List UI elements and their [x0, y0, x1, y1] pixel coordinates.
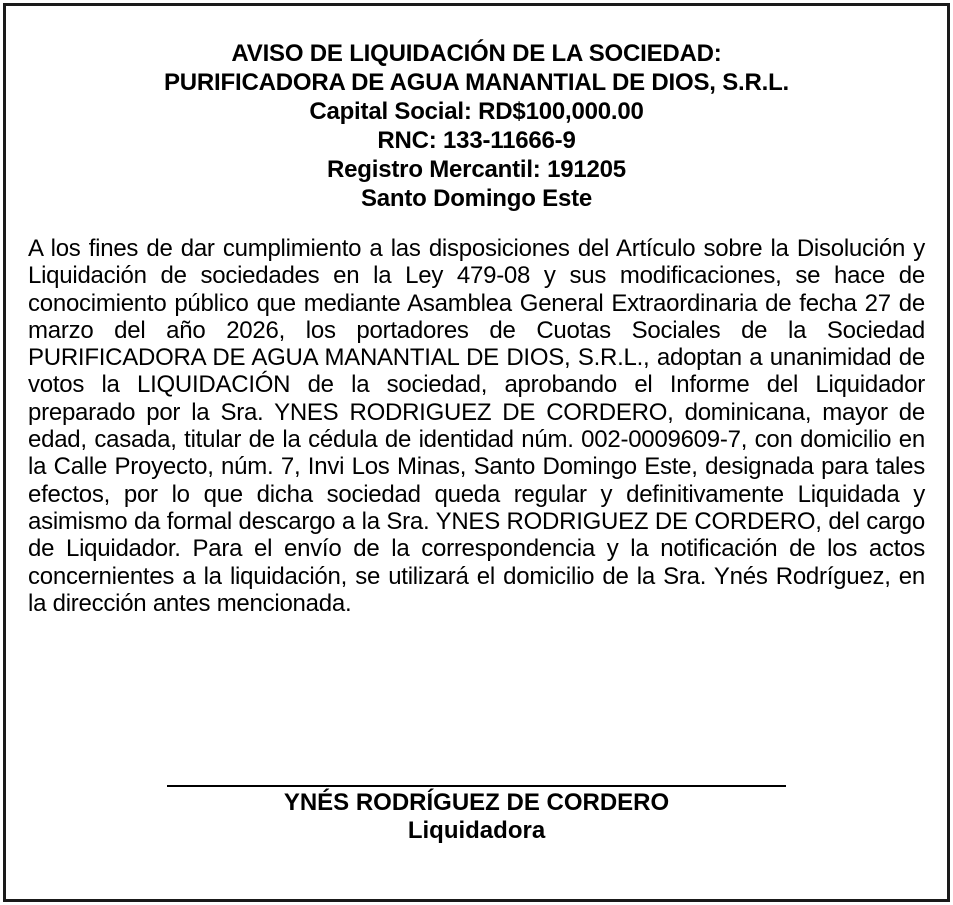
capital-social: Capital Social: RD$100,000.00: [309, 98, 644, 125]
legal-notice: [3, 3, 950, 902]
notice-body: A los fines de dar cumplimiento a las disposiciones del Artículo sobre la Disolución y Liquidación de sociedades en la Ley 479-08 y sus modificaciones, se hace de conocimiento público que mediante Asamblea General Extraordinaria de fecha 27 de marzo del año 2026, los portadores de Cuotas Sociales de la Sociedad PURIFICADORA DE AGUA MANANTIAL DE DIOS, S.R.L., adoptan a unanimidad de votos la LIQUIDACIÓN de la sociedad, aprobando el Informe del Liquidador preparado por la Sra. YNES RODRIGUEZ DE CORDERO, dominicana, mayor de edad, casada, titular de la cédula de identidad núm. 002-0009609-7, con domicilio en la Calle Proyecto, núm. 7, Invi Los Minas, Santo Domingo Este, designada para tales efectos, por lo que dicha sociedad queda regular y definitivamente Liquidada y asimismo da formal descargo a la Sra. YNES RODRIGUEZ DE CORDERO, del cargo de Liquidador. Para el envío de la correspondencia y la notificación de los actos concernientes a la liquidación, se utilizará el domicilio de la Sra. Ynés Rodríguez, en la dirección antes mencionada.: [28, 235, 925, 617]
registro-mercantil: Registro Mercantil: 191205: [327, 156, 626, 183]
notice-title: AVISO DE LIQUIDACIÓN DE LA SOCIEDAD:: [231, 40, 722, 67]
signatory-role: Liquidadora: [407, 817, 546, 844]
notice-header: [6, 39, 947, 213]
signature-line: [167, 785, 786, 787]
signatory-name: YNÉS RODRÍGUEZ DE CORDERO: [283, 789, 670, 816]
company-name: PURIFICADORA DE AGUA MANANTIAL DE DIOS, S.R.L.: [163, 69, 790, 96]
rnc-number: RNC: 133-11666-9: [377, 127, 576, 154]
location: Santo Domingo Este: [360, 185, 593, 212]
